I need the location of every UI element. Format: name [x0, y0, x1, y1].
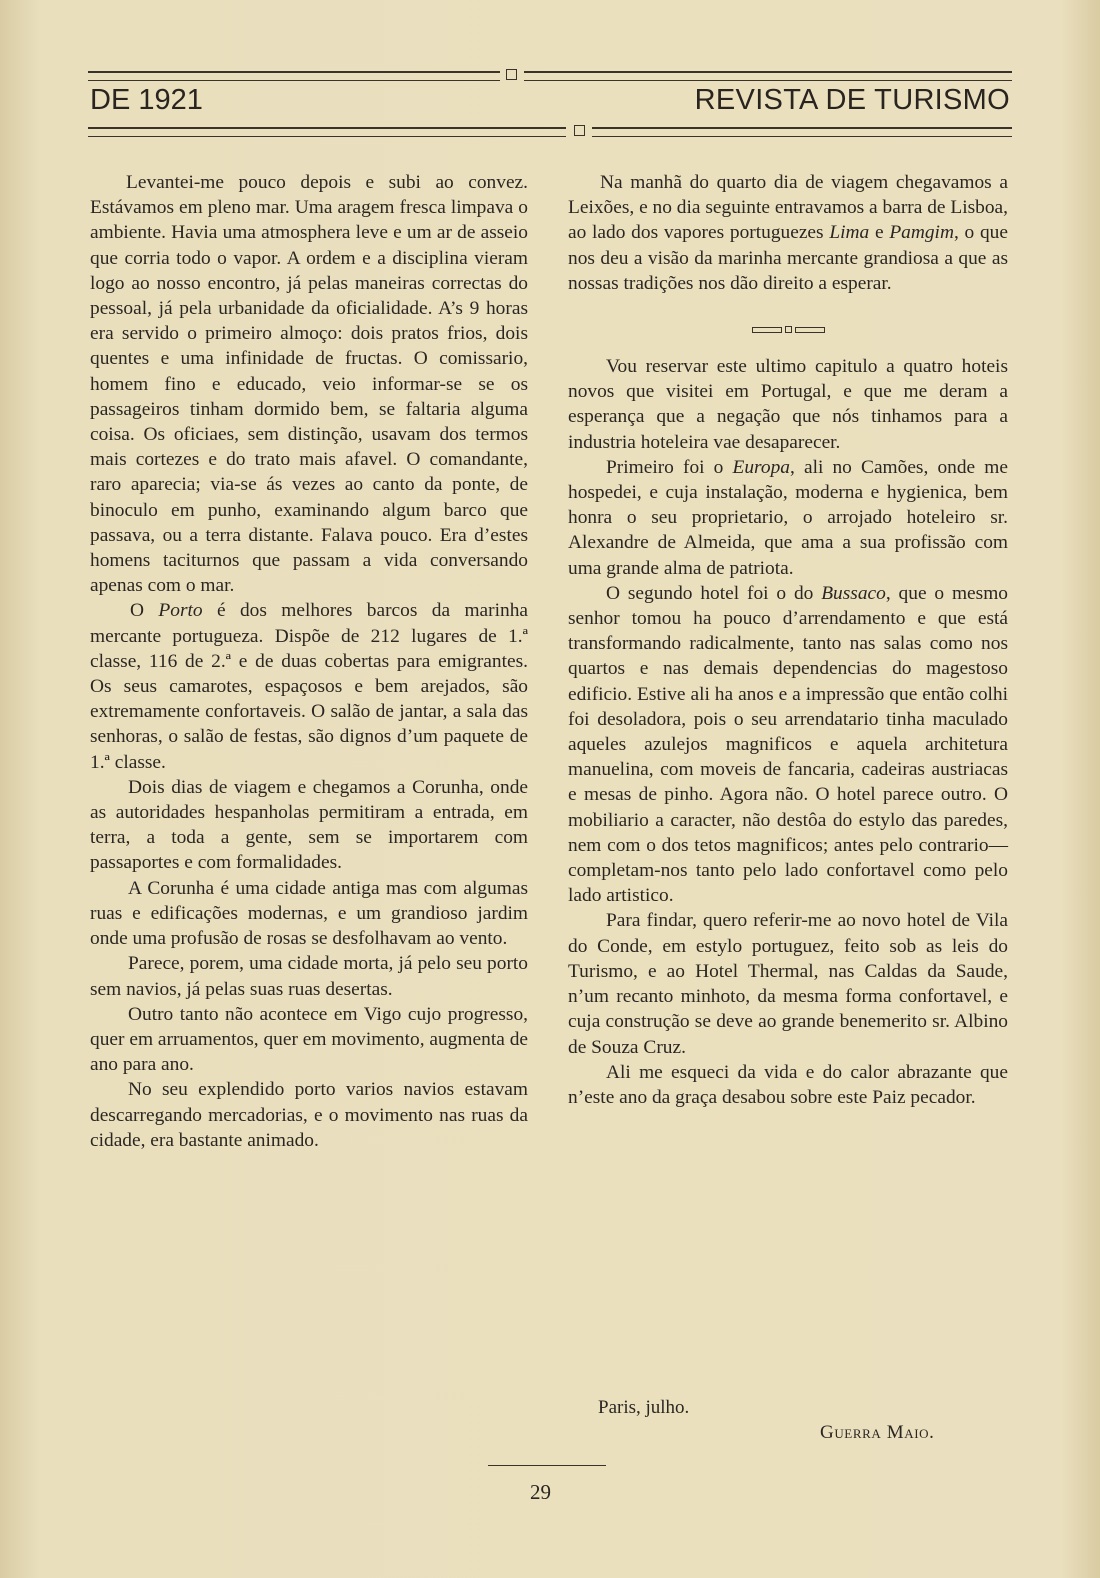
paragraph-text: e: [869, 222, 890, 244]
paragraph-text: é dos melhores barcos da marinha mercante portugueza. Dispõe de 212 lugares de 1.ª classe, 116 de 2.ª e de duas cobertas para emigrantes. Os seus camarotes, espaçosos e bem arejados, são extremamente confortaveis. O salão de jantar, a sala das senhoras, o salão de festas, são dignos d’um paquete de 1.ª classe.: [90, 600, 528, 773]
page-number: 29: [530, 1480, 551, 1504]
left-column: [90, 170, 528, 1153]
right-column: [568, 170, 1008, 1110]
rule-line: [524, 71, 1012, 81]
paragraph: [90, 598, 528, 774]
header-top-rule: [88, 68, 1012, 82]
header-bottom-rule: [88, 124, 1012, 138]
paragraph: [568, 581, 1008, 909]
ship-name: Lima: [829, 222, 870, 244]
section-divider-ornament: [568, 316, 1008, 340]
paragraph-text: O: [130, 600, 159, 622]
paragraph: [568, 170, 1008, 296]
author-signature: Guerra Maio.: [820, 1422, 935, 1443]
hotel-name: Europa: [732, 456, 790, 478]
footer-rule: [488, 1465, 606, 1466]
divider-bar: [752, 327, 782, 333]
paragraph: Outro tanto não acontece em Vigo cujo progresso, quer em arruamentos, quer em movimento, augmenta de ano para ano.: [90, 1003, 528, 1076]
paragraph: A Corunha é uma cidade antiga mas com algumas ruas e edificações modernas, e um grandioso jardim onde uma profusão de rosas se desfolhavam ao vento.: [90, 877, 528, 950]
paragraph-text: Primeiro foi o: [606, 456, 733, 478]
rule-ornament-box: [506, 69, 517, 80]
paragraph-text: , ali no Camões, onde me hospedei, e cuja instalação, moderna e hygienica, bem honra o seu proprietario, o arrojado hoteleiro sr. Alexandre de Almeida, que ama a sua profissão com uma grande alma de patriota.: [568, 456, 1008, 579]
paragraph: Para findar, quero referir-me ao novo hotel de Vila do Conde, em estylo portuguez, feito sob as leis do Turismo, e ao Hotel Thermal, nas Caldas da Saude, n’um recanto minhoto, da mesma forma confortavel, e cuja construção se deve ao grande benemerito sr. Albino de Souza Cruz.: [568, 910, 1008, 1058]
rule-line: [592, 127, 1012, 137]
divider-bar: [795, 327, 825, 333]
dateline: Paris, julho.: [598, 1397, 690, 1418]
rule-line: [88, 71, 500, 81]
paragraph: Ali me esqueci da vida e do calor abrazante que n’este ano da graça desabou sobre este Paiz pecador.: [568, 1061, 1008, 1108]
paragraph: Vou reservar este ultimo capitulo a quatro hoteis novos que visitei em Portugal, e que me deram a esperança que a negação que nós tinhamos para a industria hoteleira vae desaparecer.: [568, 356, 1008, 453]
rule-line: [88, 127, 566, 137]
header-date: DE 1921: [90, 84, 203, 116]
divider-square: [785, 326, 792, 333]
paragraph-text: Na manhã do quarto dia de viagem chegavamos a Leixões, e no dia seguinte entravamos a barra de Lisboa, ao lado dos vapores portuguezes: [568, 172, 1008, 244]
header-title: REVISTA DE TURISMO: [694, 84, 1010, 116]
ship-name: Pamgim: [889, 222, 954, 244]
paragraph: [568, 455, 1008, 581]
running-header: [90, 84, 1010, 124]
paragraph: No seu explendido porto varios navios estavam descarregando mercadorias, e o movimento nas ruas da cidade, era bastante animado.: [90, 1079, 528, 1151]
paragraph-text: O segundo hotel foi o do: [606, 582, 822, 604]
ship-name: Porto: [158, 600, 203, 622]
paragraph: Dois dias de viagem e chegamos a Corunha, onde as autoridades hespanholas permitiram a entrada, em terra, a toda a gente, sem se importarem com passaportes e com formalidades.: [90, 776, 528, 874]
paragraph-text: , o que nos deu a visão da marinha mercante grandiosa a que as nossas tradições nos dão direito a esperar.: [568, 222, 1008, 294]
paragraph-text: , que o mesmo senhor tomou ha pouco d’arrendamento e que está transformando radicalmente, tanto nas salas como nos quartos e nas demais dependencias do magestoso edificio. Estive ali ha anos e a impressão que então colhi foi desoladora, pois o seu arrendatario tinha maculado aqueles azulejos magnificos e aquela architetura manuelina, com moveis de fancaria, cadeiras austriacas e mesas de pinho. Agora não. O hotel parece outro. O mobiliario a caracter, não destôa do estylo das paredes, nem com o dos tetos magnificos; antes pelo contrario—completam-nos tanto pelo lado confortavel como pelo lado artistico.: [568, 582, 1008, 907]
rule-ornament-box: [574, 125, 585, 136]
paragraph: Levantei-me pouco depois e subi ao convez. Estávamos em pleno mar. Uma aragem fresca limpava o ambiente. Havia uma atmosphera leve e um ar de asseio que corria todo o vapor. A ordem e a disciplina vieram logo ao nosso encontro, já pelas maneiras correctas do pessoal, já pela urbanidade da oficialidade. A’s 9 horas era servido o primeiro almoço: dois pratos frios, dois quentes e uma infinidade de fructas. O comissario, homem fino e educado, veio informar-se se os passageiros tinham dormido bem, se faltaria alguma coisa. Os oficiaes, sem distinção, usavam dos termos mais cortezes e do trato mais afavel. O comandante, raro aparecia; via-se ás vezes ao canto da ponte, de binoculo em punho, examinando algum barco que passava, ou a terra distante. Falava pouco. Era d’estes homens taciturnos que passam a vida conversando apenas com o mar.: [90, 172, 528, 597]
paragraph: Parece, porem, uma cidade morta, já pelo seu porto sem navios, já pelas suas ruas desertas.: [90, 953, 528, 1000]
hotel-name: Bussaco: [821, 582, 886, 604]
